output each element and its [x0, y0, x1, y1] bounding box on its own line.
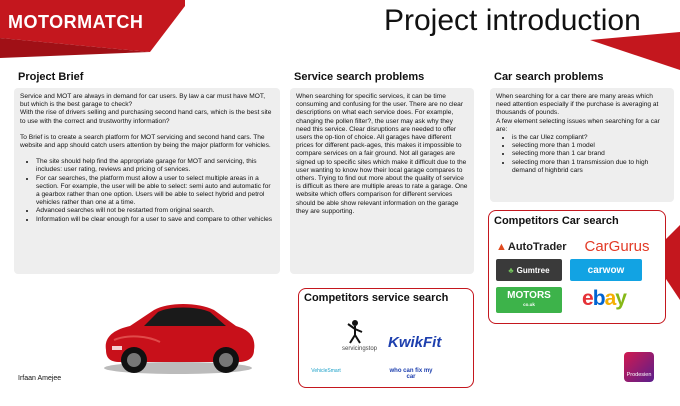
- car-problem-bullet: • selecting more than 1 car brand: [512, 150, 668, 158]
- competitors-car-title: Competitors Car search: [494, 215, 619, 227]
- gumtree-logo: [496, 259, 562, 281]
- ebay-logo: [574, 286, 634, 312]
- brief-bullets: [20, 158, 274, 224]
- whocanfix-logo: who can fix my car: [389, 368, 433, 380]
- project-brief-heading: Project Brief: [18, 71, 84, 83]
- motors-logo-sub: co.uk: [523, 302, 535, 307]
- kwikfit-logo: KwikFit: [388, 334, 442, 351]
- brief-bullet: • The site should help find the appropriate garage for MOT and servicing, this includes: user rating, reviews and pricing of services.: [36, 158, 274, 174]
- ebay-letter: a: [604, 287, 616, 310]
- red-car-image: [98, 288, 258, 376]
- service-problems-panel: [290, 88, 474, 274]
- prodesien-logo: Prodesien: [624, 352, 654, 382]
- car-problem-bullet: • is the car Ulez compliant?: [512, 134, 668, 142]
- vehiclesmart-logo: VehicleSmart: [311, 368, 341, 374]
- cargurus-logo: CarGurus: [584, 238, 650, 255]
- brief-bullet: • Advanced searches will not be restarted from original search.: [36, 207, 274, 215]
- brief-paragraph: Service and MOT are always in demand for car users. By law a car must have MOT, but which is the best garage to check?: [20, 93, 266, 109]
- project-brief-panel: [14, 88, 280, 274]
- ebay-letter: e: [582, 287, 593, 310]
- service-problems-text: When searching for specific services, it can be time consuming and confusing for the user. There are no clear descriptions on what each service does. For example, changing the pollen filter?, the user may ask why they need this service. Clear disruptions are needed to offer users the op-tion of choice. All garages have different prices for different pack-ages, this makes it impossible to compare services on a fair ground. Not all garages are signed up to specific sites which make it difficult due to the user wanting to know how their local garage compares to others. Trying to find out more about the quality of service is difficult as there are multiple areas to rate a garage. One website which offers comparison for different services should be able show relevant information on the garage they are supporting.: [296, 93, 468, 215]
- ebay-letter: b: [592, 287, 605, 310]
- car-problem-bullet: • selecting more than 1 model: [512, 142, 668, 150]
- car-problems-intro: When searching for a car there are many areas which need attention especially if the purchase is averaging at thousands of pounds.: [496, 93, 659, 117]
- brief-paragraph: With the rise of drivers selling and purchasing second hand cars, which is the best site to use with the correct and trustworthy information?: [20, 109, 272, 125]
- gumtree-logo-text: Gumtree: [516, 265, 550, 275]
- motors-logo: [496, 287, 562, 313]
- car-problems-bullets: [496, 134, 668, 175]
- page-title: Project introduction: [384, 4, 641, 37]
- brief-bullet: • For car searches, the platform must allow a user to select multiple areas in a section. For example, the user will be able to select: semi auto and automatic for a gearbox rather than one option. Users will be able to select hybrid and petrol vehicles rather than one at a time.: [36, 175, 274, 208]
- brief-bullet: • Information will be clear enough for a user to save and compare to other vehicles: [36, 216, 274, 224]
- gumtree-leaf-icon: ♣: [508, 265, 514, 275]
- motors-logo-text: MOTORS: [507, 290, 551, 301]
- car-problems-panel: [490, 88, 674, 202]
- author-name: Irfaan Amejee: [18, 375, 62, 382]
- car-problems-lead: A few element selecting issues when searching for a car are:: [496, 117, 660, 133]
- autotrader-logo: ▲ AutoTrader: [496, 241, 567, 253]
- autotrader-logo-text: AutoTrader: [507, 241, 567, 253]
- service-problems-heading: Service search problems: [294, 71, 425, 83]
- ebay-letter: y: [615, 287, 626, 310]
- servicingstop-logo: servicingstop: [342, 346, 378, 352]
- carwow-logo: carwow: [570, 259, 642, 281]
- competitors-service-title: Competitors service search: [304, 292, 449, 304]
- wrench-figure-icon: [344, 318, 366, 344]
- brand-logo: MOTORMATCH: [8, 12, 144, 32]
- car-problems-heading: Car search problems: [494, 71, 604, 83]
- brief-paragraph: To Brief is to create a search platform for MOT servicing and second hand cars. The website and app should catch users attention by being the major platform for vehicles.: [20, 133, 271, 150]
- car-problem-bullet: • selecting more than 1 transmission due to high demand of highbrid cars: [512, 159, 668, 175]
